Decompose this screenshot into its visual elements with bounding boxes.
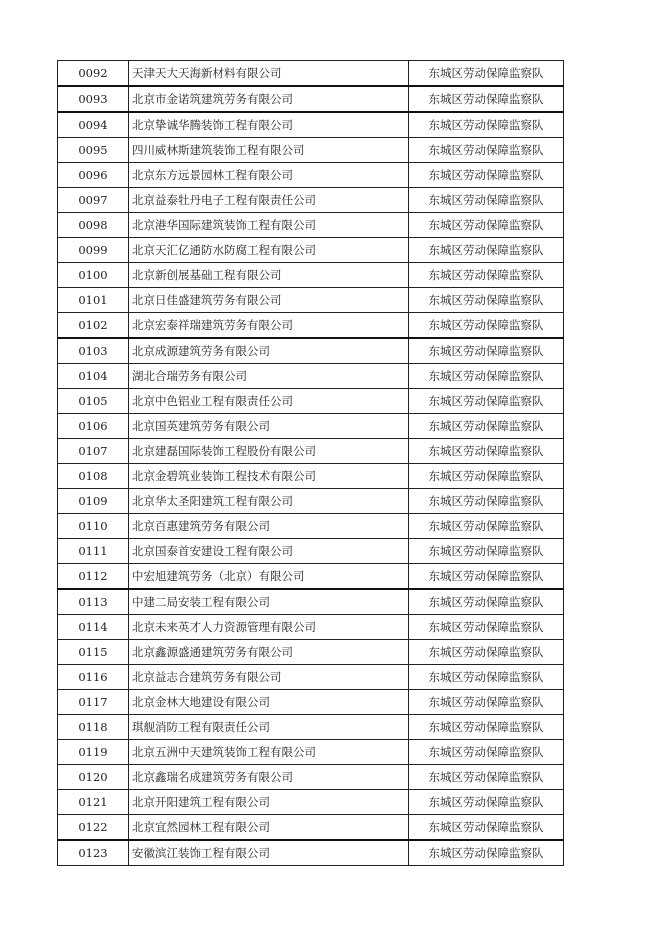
table-row [58,288,564,313]
company-name: 北京东方远景园林工程有限公司 [129,163,409,188]
supervising-unit: 东城区劳动保障监察队 [409,665,564,690]
row-number: 0102 [58,313,129,339]
row-number: 0100 [58,263,129,288]
supervising-unit: 东城区劳动保障监察队 [409,112,564,138]
table-row [58,815,564,841]
company-name: 北京成源建筑劳务有限公司 [129,338,409,364]
row-number: 0122 [58,815,129,841]
company-name: 北京金林大地建设有限公司 [129,690,409,715]
supervising-unit: 东城区劳动保障监察队 [409,414,564,439]
company-name: 天津天大天海新材料有限公司 [129,61,409,87]
company-name: 北京建磊国际装饰工程股份有限公司 [129,439,409,464]
row-number: 0093 [58,86,129,112]
company-name: 北京挚诚华腾装饰工程有限公司 [129,112,409,138]
supervising-unit: 东城区劳动保障监察队 [409,815,564,841]
table-row [58,112,564,138]
table-row [58,86,564,112]
company-name: 北京国泰首安建设工程有限公司 [129,539,409,564]
table-row [58,740,564,765]
table-row [58,765,564,790]
table-row [58,138,564,163]
supervising-unit: 东城区劳动保障监察队 [409,514,564,539]
row-number: 0094 [58,112,129,138]
table-row [58,514,564,539]
supervising-unit: 东城区劳动保障监察队 [409,765,564,790]
company-name: 北京国英建筑劳务有限公司 [129,414,409,439]
company-name: 北京华太圣阳建筑工程有限公司 [129,489,409,514]
supervising-unit: 东城区劳动保障监察队 [409,464,564,489]
company-name: 北京宜然园林工程有限公司 [129,815,409,841]
supervising-unit: 东城区劳动保障监察队 [409,840,564,866]
supervising-unit: 东城区劳动保障监察队 [409,489,564,514]
supervising-unit: 东城区劳动保障监察队 [409,589,564,615]
table-row [58,238,564,263]
row-number: 0119 [58,740,129,765]
table-row [58,338,564,364]
supervising-unit: 东城区劳动保障监察队 [409,539,564,564]
row-number: 0115 [58,640,129,665]
table-row [58,690,564,715]
table-row [58,188,564,213]
company-name: 北京港华国际建筑装饰工程有限公司 [129,213,409,238]
table-row [58,364,564,389]
company-name: 琪舰消防工程有限责任公司 [129,715,409,740]
supervising-unit: 东城区劳动保障监察队 [409,640,564,665]
company-name: 北京金碧筑业装饰工程技术有限公司 [129,464,409,489]
row-number: 0104 [58,364,129,389]
table-row [58,414,564,439]
supervising-unit: 东城区劳动保障监察队 [409,439,564,464]
row-number: 0116 [58,665,129,690]
row-number: 0101 [58,288,129,313]
row-number: 0103 [58,338,129,364]
table-body [58,61,564,866]
row-number: 0121 [58,790,129,815]
row-number: 0109 [58,489,129,514]
company-name: 北京鑫源盛通建筑劳务有限公司 [129,640,409,665]
row-number: 0098 [58,213,129,238]
table-row [58,389,564,414]
row-number: 0092 [58,61,129,87]
company-name: 北京新创展基础工程有限公司 [129,263,409,288]
table-row [58,489,564,514]
row-number: 0099 [58,238,129,263]
supervising-unit: 东城区劳动保障监察队 [409,163,564,188]
table-row [58,61,564,87]
supervising-unit: 东城区劳动保障监察队 [409,790,564,815]
company-name: 湖北合瑞劳务有限公司 [129,364,409,389]
table-row [58,313,564,339]
company-name: 北京开阳建筑工程有限公司 [129,790,409,815]
company-name: 北京中色铝业工程有限责任公司 [129,389,409,414]
company-name: 北京鑫瑞名成建筑劳务有限公司 [129,765,409,790]
table-row [58,640,564,665]
row-number: 0095 [58,138,129,163]
table-row [58,665,564,690]
company-name: 北京益志合建筑劳务有限公司 [129,665,409,690]
company-name: 北京天汇亿通防水防腐工程有限公司 [129,238,409,263]
row-number: 0107 [58,439,129,464]
row-number: 0096 [58,163,129,188]
supervising-unit: 东城区劳动保障监察队 [409,238,564,263]
row-number: 0106 [58,414,129,439]
row-number: 0111 [58,539,129,564]
table-row [58,213,564,238]
supervising-unit: 东城区劳动保障监察队 [409,364,564,389]
supervising-unit: 东城区劳动保障监察队 [409,740,564,765]
company-name: 安徽滨江装饰工程有限公司 [129,840,409,866]
supervising-unit: 东城区劳动保障监察队 [409,313,564,339]
table-row [58,564,564,590]
table-row [58,464,564,489]
supervising-unit: 东城区劳动保障监察队 [409,263,564,288]
supervising-unit: 东城区劳动保障监察队 [409,61,564,87]
table-row [58,840,564,866]
table-row [58,589,564,615]
company-name: 中建二局安装工程有限公司 [129,589,409,615]
row-number: 0110 [58,514,129,539]
row-number: 0113 [58,589,129,615]
company-name: 四川威林斯建筑装饰工程有限公司 [129,138,409,163]
supervising-unit: 东城区劳动保障监察队 [409,86,564,112]
table-row [58,263,564,288]
table-row [58,615,564,640]
supervising-unit: 东城区劳动保障监察队 [409,715,564,740]
row-number: 0108 [58,464,129,489]
supervising-unit: 东城区劳动保障监察队 [409,338,564,364]
row-number: 0105 [58,389,129,414]
row-number: 0097 [58,188,129,213]
supervising-unit: 东城区劳动保障监察队 [409,213,564,238]
company-name: 北京五洲中天建筑装饰工程有限公司 [129,740,409,765]
supervising-unit: 东城区劳动保障监察队 [409,138,564,163]
supervising-unit: 东城区劳动保障监察队 [409,690,564,715]
company-name: 中宏旭建筑劳务（北京）有限公司 [129,564,409,590]
supervising-unit: 东城区劳动保障监察队 [409,188,564,213]
company-table [57,60,564,866]
company-name: 北京市金诺筑建筑劳务有限公司 [129,86,409,112]
row-number: 0120 [58,765,129,790]
company-name: 北京未来英才人力资源管理有限公司 [129,615,409,640]
table-row [58,790,564,815]
company-name: 北京宏泰祥瑞建筑劳务有限公司 [129,313,409,339]
supervising-unit: 东城区劳动保障监察队 [409,564,564,590]
company-name: 北京百惠建筑劳务有限公司 [129,514,409,539]
company-name: 北京益泰牡丹电子工程有限责任公司 [129,188,409,213]
company-name: 北京日佳盛建筑劳务有限公司 [129,288,409,313]
table-row [58,539,564,564]
row-number: 0114 [58,615,129,640]
table-row [58,715,564,740]
table-row [58,439,564,464]
row-number: 0118 [58,715,129,740]
row-number: 0123 [58,840,129,866]
row-number: 0112 [58,564,129,590]
row-number: 0117 [58,690,129,715]
table-row [58,163,564,188]
supervising-unit: 东城区劳动保障监察队 [409,389,564,414]
supervising-unit: 东城区劳动保障监察队 [409,615,564,640]
supervising-unit: 东城区劳动保障监察队 [409,288,564,313]
